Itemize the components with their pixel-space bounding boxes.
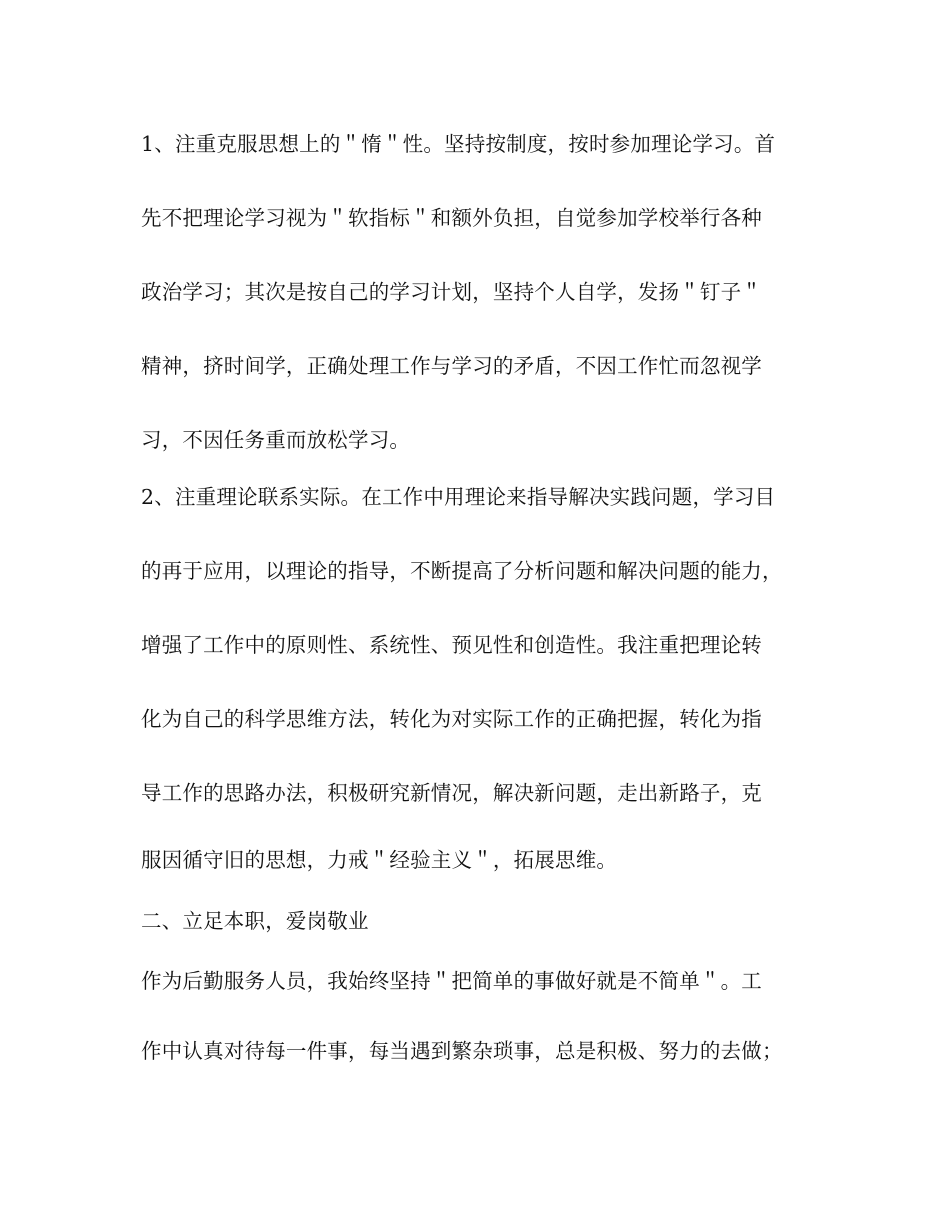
text-line: 作为后勤服务人员，我始终坚持＂把简单的事做好就是不简单＂。工 <box>141 969 762 993</box>
text-line: 政治学习；其次是按自己的学习计划，坚持个人自学，发扬＂钉子＂ <box>141 280 762 304</box>
text-line: 导工作的思路办法，积极研究新情况，解决新问题，走出新路子，克 <box>141 781 762 805</box>
text-line: 的再于应用，以理论的指导，不断提高了分析问题和解决问题的能力， <box>141 559 783 583</box>
text-line: 增强了工作中的原则性、系统性、预见性和创造性。我注重把理论转 <box>141 633 762 657</box>
text-line: 精神，挤时间学，正确处理工作与学习的矛盾，不因工作忙而忽视学 <box>141 354 762 378</box>
text-line: 服因循守旧的思想，力戒＂经验主义＂，拓展思维。 <box>141 848 618 872</box>
text-line: 先不把理论学习视为＂软指标＂和额外负担，自觉参加学校举行各种 <box>141 206 762 230</box>
text-line: 2、注重理论联系实际。在工作中用理论来指导解决实践问题，学习目 <box>141 485 776 509</box>
text-line: 作中认真对待每一件事，每当遇到繁杂琐事，总是积极、努力的去做； <box>141 1039 783 1063</box>
section-heading: 二、立足本职，爱岗敬业 <box>141 909 369 933</box>
text-line: 化为自己的科学思维方法，转化为对实际工作的正确把握，转化为指 <box>141 707 762 731</box>
text-line: 习，不因任务重而放松学习。 <box>141 428 411 452</box>
text-line: 1、注重克服思想上的＂惰＂性。坚持按制度，按时参加理论学习。首 <box>141 132 776 156</box>
